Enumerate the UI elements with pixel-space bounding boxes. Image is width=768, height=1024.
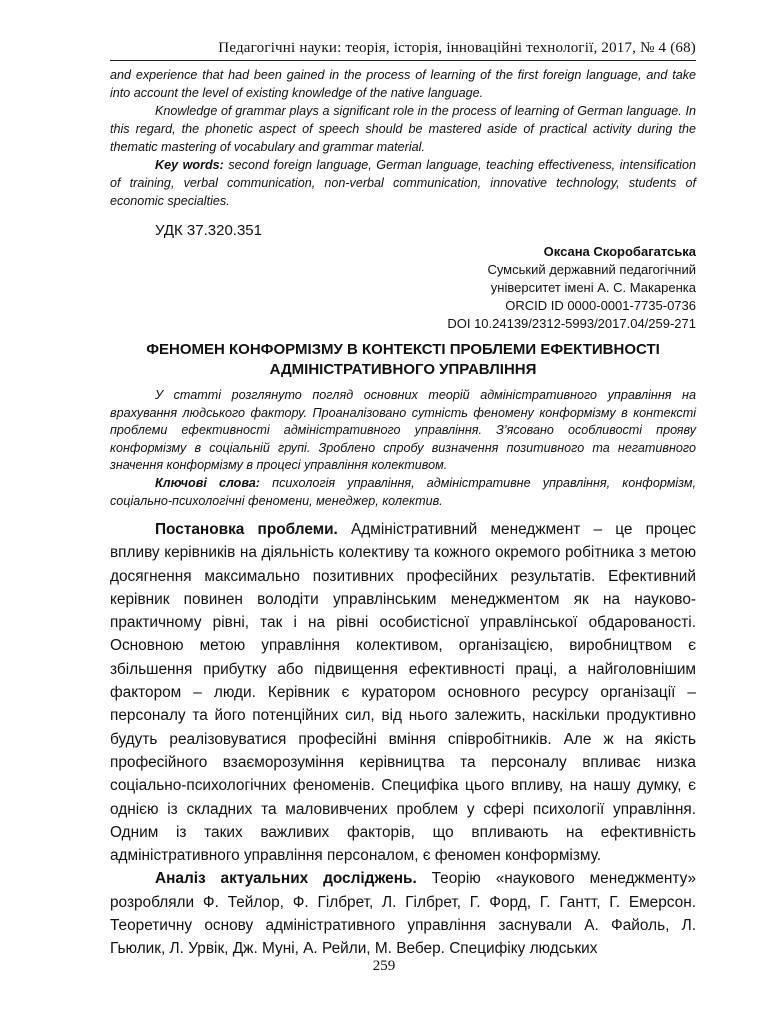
ukrainian-keywords: [110, 475, 696, 510]
author-block: [447, 243, 696, 333]
author-affiliation-line-2: університет імені А. С. Макаренка: [490, 280, 696, 295]
english-keywords-text: second foreign language, German language, teaching effectiveness, intensification of training, verbal communication, non-verbal communication, innovative technology, students of economic specialties.: [110, 158, 696, 208]
article-title-line-2: АДМІНІСТРАТИВНОГО УПРАВЛІННЯ: [269, 361, 537, 378]
article-title: [110, 340, 696, 380]
section-problem-statement-text: Адміністративний менеджмент – це процес впливу керівників на діяльність колективу та кожного окремого робітника з метою досягнення максимально позитивних професійних результатів. Ефективний керівник повинен володіти управлінським менеджментом як на науково-практичному рівні, так і на рівні особистісної управлінської обдарованості. Основною метою управління колективом, організацією, виробництвом є збільшення прибутку або підвищення ефективності праці, а найголовнішим фактором – люди. Керівник є куратором основного ресурсу організації – персоналу та його потенційних сил, від нього залежить, наскільки продуктивно будуть реалізовуватися професійні вміння співробітників. Але ж на якість професійного взаєморозуміння керівництва та персоналу впливає низка соціально-психологічних феноменів. Специфіка цього впливу, на нашу думку, є однією із складних та маловивчених проблем у сфері психології управління. Одним із таких важливих факторів, що впливають на ефективність адміністративного управління персоналом, є феномен конформізму.: [110, 521, 696, 865]
english-keywords: [110, 156, 696, 210]
article-title-line-1: ФЕНОМЕН КОНФОРМІЗМУ В КОНТЕКСТІ ПРОБЛЕМИ ЕФЕКТИВНОСТІ: [146, 341, 660, 358]
english-abstract-paragraph-2: Knowledge of grammar plays a significant role in the process of learning of German language. In this regard, the phonetic aspect of speech should be mastered aside of practical activity during the thematic mastering of vocabulary and grammar material.: [110, 104, 696, 154]
section-literature-review-text: Теорію «наукового менеджменту» розробляли Ф. Тейлор, Ф. Гілбрет, Л. Гілбрет, Г. Форд, Г. Гантт, Г. Емерсон. Теоретичну основу адміністративного управління заснували А. Файоль, Л. Гьюлик, Л. Урвік, Дж. Муні, А. Рейли, М. Вебер. Специфіку людських: [110, 870, 697, 958]
section-problem-statement: [110, 518, 696, 867]
ukrainian-keywords-label: Ключові слова:: [155, 475, 260, 490]
english-abstract-paragraph-1: and experience that had been gained in the process of learning of the first foreign language, and take into account the level of existing knowledge of the native language.: [110, 68, 696, 100]
section-literature-review-heading: Аналіз актуальних досліджень.: [155, 870, 417, 888]
page-number: 259: [372, 958, 396, 974]
article-body: [110, 518, 696, 961]
article-doi: DOI 10.24139/2312-5993/2017.04/259-271: [447, 316, 696, 331]
section-problem-statement-heading: Постановка проблеми.: [155, 521, 338, 538]
english-keywords-label: Key words:: [155, 158, 224, 172]
author-affiliation-line-1: Сумський державний педагогічний: [487, 262, 696, 277]
ukrainian-abstract-text: У статті розглянуто погляд основних теорій адміністративного управління на врахування людського фактору. Проаналізовано сутність феномену конформізму в контексті проблеми ефективності адміністративного управління. З’ясовано особливості прояву конформізму в соціальній групі. Зроблено спробу визначення позитивного та негативного значення конформізму в процесі управління колективом.: [110, 388, 696, 473]
author-name: Оксана Скоробагатська: [543, 244, 696, 259]
ukrainian-abstract: [110, 387, 696, 510]
udc-code: УДК 37.320.351: [155, 222, 262, 239]
author-orcid: ORCID ID 0000-0001-7735-0736: [505, 298, 696, 313]
english-abstract: [110, 66, 696, 210]
section-literature-review: [110, 867, 696, 960]
ukrainian-keywords-text: психологія управління, адміністративне управління, конформізм, соціально-психологічні феномени, менеджер, колектив.: [110, 475, 696, 508]
running-header: Педагогічні науки: теорія, історія, інноваційні технології, 2017, № 4 (68): [110, 40, 696, 61]
